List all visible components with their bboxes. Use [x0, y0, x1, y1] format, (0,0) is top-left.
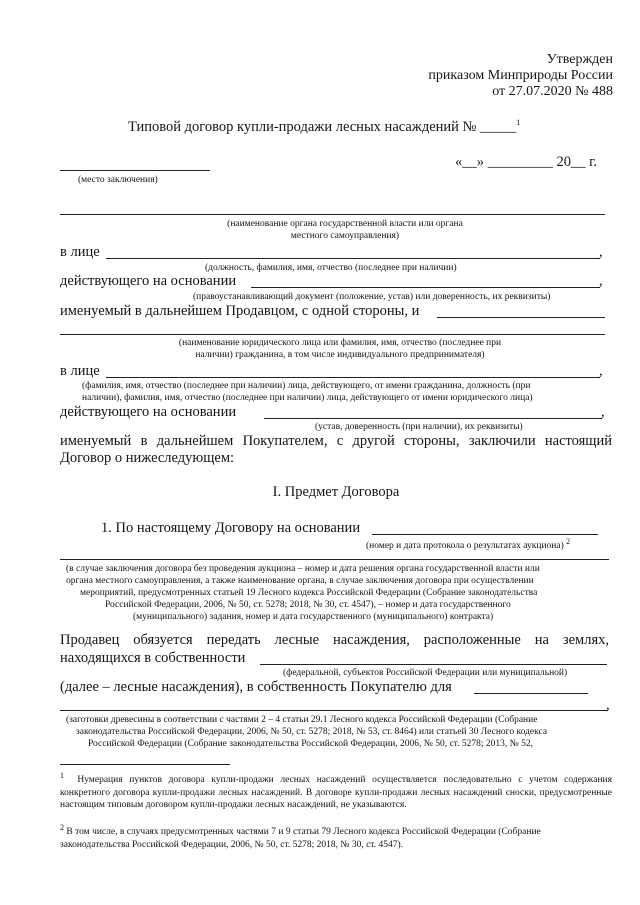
approval-line-2: приказом Минприроды России: [428, 68, 613, 83]
seller-position-caption: (должность, фамилия, имя, отчество (последнее при наличии): [205, 263, 457, 273]
p1-note-3: мероприятий, предусмотренных статьей 19 Лесного кодекса Российской Федерации (Собрание законодательства: [80, 588, 538, 598]
footnote-1-text: Нумерация пунктов договора купли-продажи лесных насаждений осуществляется последовательно с учетом содержания конкретного договора купли-продажи лесных насаждений. В договоре купли-продажи лесных насаждений сноски, предусмотренные настоящим типовым договором купли-продажи лесных насаждений, не указываются.: [60, 775, 612, 811]
document-title: [128, 118, 520, 136]
place-caption: (место заключения): [78, 175, 158, 185]
p2-blank-line: [260, 664, 607, 665]
seller-basis-caption: (правоустанавливающий документ (положение, устав) или доверенность, их реквизиты): [193, 292, 551, 302]
buyer-basis-comma: ,: [601, 404, 605, 420]
p2-caption: (федеральной, субъектов Российской Федерации или муниципальной): [283, 668, 568, 678]
contract-date: «__» _________ 20__ г.: [455, 154, 598, 170]
buyer-named-line-1: именуемый в дальнейшем Покупателем, с другой стороны, заключили настоящий: [60, 433, 612, 449]
p1-note-4: Российской Федерации, 2006, № 50, ст. 5278; 2018, № 30, ст. 4547), – номер и дата государственного: [105, 600, 511, 610]
footnote-1: [60, 770, 612, 812]
p2-line-1: Продавец обязуется передать лесные насаждения, расположенные на землях,: [60, 632, 609, 648]
p3-note-3: Российской Федерации (Собрание законодательства Российской Федерации, 2006, № 50, ст. 5278; 2013, № 52,: [88, 739, 533, 749]
buyer-basis-caption: (устав, доверенность (при наличии), их реквизиты): [315, 422, 523, 432]
p3-blank-line: [474, 693, 588, 694]
seller-in-person-label: в лице: [60, 244, 100, 260]
footnote-separator: [60, 764, 230, 765]
buyer-acting-basis-label: действующего на основании: [60, 404, 237, 420]
p1-note-2: органа местного самоуправления, а также наименование органа, в случае заключения договора при осуществлении: [66, 576, 534, 586]
p3-note-2: законодательства Российской Федерации, 2006, № 50, ст. 5278; 2018, № 53, ст. 8464) или статьей 30 Лесного кодекса: [76, 727, 548, 737]
footnote-2: [60, 822, 612, 851]
p1-caption-text: (номер и дата протокола о результатах аукциона): [366, 541, 564, 552]
footnote-mark-1: 1: [516, 118, 521, 127]
seller-named-text: именуемый в дальнейшем Продавцом, с одной стороны, и: [60, 303, 420, 319]
seller-acting-basis-label: действующего на основании: [60, 273, 237, 289]
footnote-1-mark: 1: [60, 771, 64, 780]
section-heading: I. Предмет Договора: [272, 484, 400, 500]
p3-comma: ,: [606, 697, 610, 713]
seller-basis-comma: ,: [599, 273, 603, 289]
p3-note-1: (заготовки древесины в соответствии с частями 2 – 4 статьи 29.1 Лесного кодекса Российской Федерации (Собрание: [66, 715, 538, 725]
p3-second-line: [60, 710, 608, 711]
approval-line-3: от 27.07.2020 № 488: [492, 84, 613, 99]
seller-in-person-comma: ,: [599, 244, 603, 260]
organ-caption-2: местного самоуправления): [290, 231, 400, 241]
p1-text: 1. По настоящему Договору на основании: [101, 520, 361, 536]
p2-line-2: находящихся в собственности: [60, 650, 246, 666]
footnote-2-text: В том числе, в случаях предусмотренных частями 7 и 9 статьи 79 Лесного кодекса Российской Федерации (Собрание законодательства Российской Федерации, 2006, № 50, ст. 5278; 2018, № 30, ст. 4547).: [60, 827, 541, 850]
buyer-in-person-label: в лице: [60, 363, 100, 379]
p3-line: (далее – лесные насаждения), в собственность Покупателю для: [60, 679, 452, 695]
p1-second-line: [60, 559, 609, 560]
document-title-text: Типовой договор купли-продажи лесных насаждений № _____: [128, 118, 517, 135]
footnote-2-mark: 2: [60, 823, 64, 832]
place-blank-line: [60, 170, 210, 171]
organ-caption-1: (наименование органа государственной власти или органа: [227, 219, 463, 229]
organ-blank-line: [60, 214, 605, 215]
buyer-in-person-line: [106, 377, 600, 378]
approval-line-1: Утвержден: [546, 52, 613, 67]
buyer-in-person-comma: ,: [599, 363, 603, 379]
buyer-basis-line: [264, 418, 602, 419]
seller-basis-line: [251, 287, 600, 288]
buyer-named-line-2: Договор о нижеследующем:: [60, 450, 235, 466]
buyer-person-caption-2: наличии), фамилия, имя, отчество (последнее при наличии) лица, действующего от имени юридического лица): [82, 393, 533, 403]
seller-named-line: [437, 317, 605, 318]
buyer-name-caption-1: (наименование юридического лица или фамилия, имя, отчество (последнее при: [178, 338, 502, 348]
buyer-person-caption-1: (фамилия, имя, отчество (последнее при наличии) лица, действующего, от имени гражданина, должность (при: [82, 381, 531, 391]
p1-note-5: (муниципального) задания, номер и дата государственного (муниципального) контракта): [133, 612, 494, 622]
p1-note-1: (в случае заключения договора без проведения аукциона – номер и дата решения органа государственной власти или: [66, 564, 540, 574]
footnote-mark-2: 2: [566, 537, 571, 546]
buyer-name-line: [60, 334, 605, 335]
buyer-name-caption-2: наличии) гражданина, в том числе индивидуального предпринимателя): [195, 350, 485, 360]
p1-blank-line: [372, 534, 598, 535]
seller-in-person-line: [106, 258, 600, 259]
p1-caption: [366, 536, 570, 552]
